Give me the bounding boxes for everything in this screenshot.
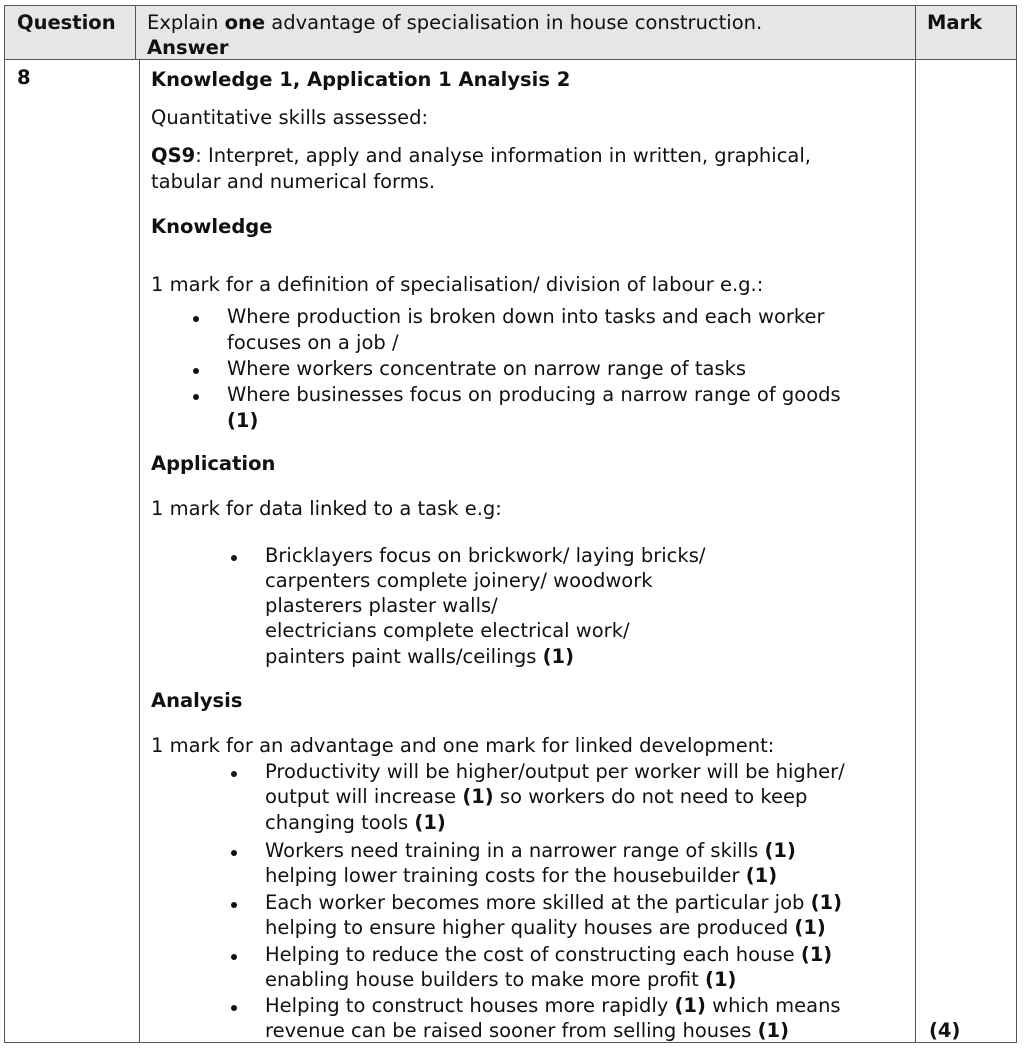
bullet-icon: [193, 394, 199, 400]
prompt-emphasis: one: [224, 11, 266, 34]
answer-column-header: Answer: [147, 36, 229, 59]
analysis-heading: Analysis: [151, 689, 243, 712]
marks-breakdown: Knowledge 1, Application 1 Analysis 2: [151, 68, 571, 91]
bullet-icon: [231, 771, 237, 777]
analysis-intro: 1 mark for an advantage and one mark for linked development:: [151, 734, 775, 757]
question-number: 8: [17, 66, 31, 89]
column-divider: [139, 60, 140, 1043]
bullet-icon: [231, 1005, 237, 1011]
bullet-icon: [193, 316, 199, 322]
bullet-icon: [231, 850, 237, 856]
knowledge-intro: 1 mark for a definition of specialisation/ division of labour e.g.:: [151, 273, 764, 296]
column-divider: [915, 6, 916, 1043]
mark-scheme-table: Question Explain one advantage of specialisation in house construction. Answer Mark 8 (4) Knowledge 1, Application 1 Analysis 2 Quantitative skills assessed: QS9: Interpret, apply and analyse information in written, graphical, tabular and numerical forms. Knowledge 1 mark for a definition of specialisation/ division of labour e.g.: Where production is broken down into tasks and each worker focuses on a job / Where workers concentrate on narrow range of tasks Where businesses focus on producing a narrow range of goods (1) Application 1 mark for data linked to a task e.g: Bricklayers focus on brickwork/ laying bricks/ carpenters complete joinery/ woodwork plasterers plaster walls/ electricians complete electrical work/ painters paint walls/ceilings (1) Analysis 1 mark for an advantage and one mark for linked development: Productivity will be higher/output per worker will be higher/ output will increase (1) so workers do not need to keep changing tools (1) Workers need training in a narrower range of skills (1) helping lower training costs for the housebuilder (1) Each worker becomes more skilled at the particular job (1) helping to ensure higher quality houses are produced (1) Helping to reduce the cost of constructing each house (1) enabling house builders to make more profit (1) Helping to construct houses more rapidly (1) which means revenue can be raised sooner from selling houses (1): [4, 5, 1017, 1043]
table-header-row: [5, 6, 1016, 60]
bullet-icon: [193, 368, 199, 374]
qs-line-1: QS9: Interpret, apply and analyse information in written, graphical,: [151, 144, 811, 167]
question-prompt: Explain one advantage of specialisation in house construction. Answer: [147, 11, 763, 59]
qs-line-2: tabular and numerical forms.: [151, 170, 436, 193]
qs-intro: Quantitative skills assessed:: [151, 106, 429, 129]
question-column-header: Question: [17, 11, 116, 34]
column-divider: [135, 6, 136, 60]
bullet-icon: [231, 555, 237, 561]
application-heading: Application: [151, 452, 276, 475]
mark-total: (4): [929, 1019, 961, 1042]
bullet-icon: [231, 954, 237, 960]
knowledge-heading: Knowledge: [151, 215, 273, 238]
bullet-icon: [231, 902, 237, 908]
application-intro: 1 mark for data linked to a task e.g:: [151, 497, 502, 520]
qs-code: QS9: [151, 144, 196, 167]
mark-column-header: Mark: [927, 11, 983, 34]
